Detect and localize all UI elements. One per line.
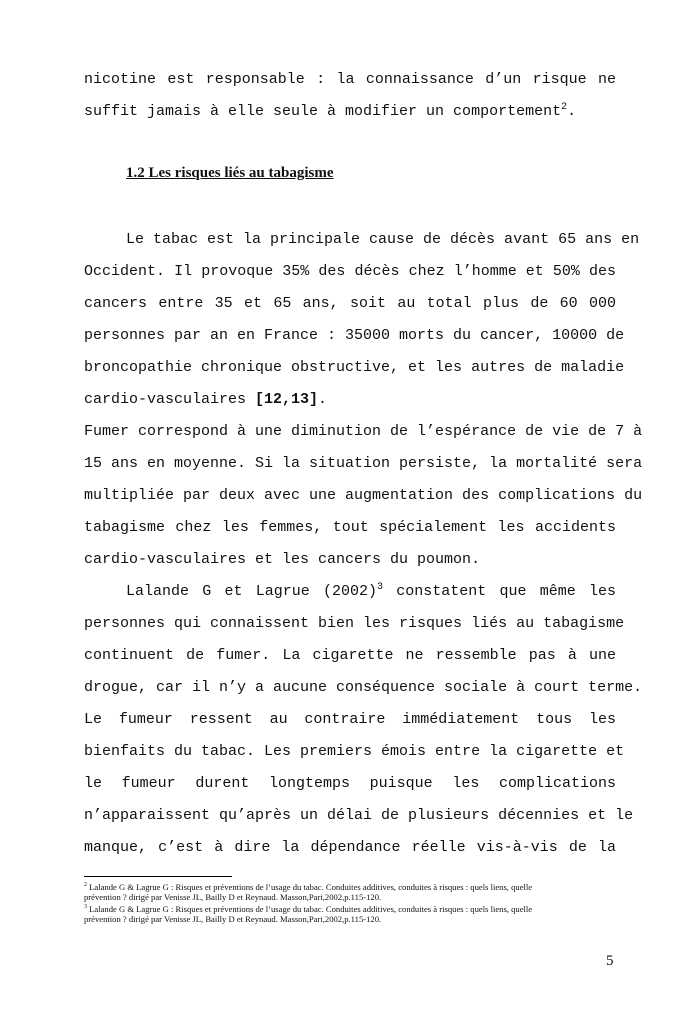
paragraph-line: Occident. Il provoque 35% des décès chez l’homme et 50% des bbox=[84, 263, 616, 280]
paragraph-line: Fumer correspond à une diminution de l’espérance de vie de 7 à bbox=[84, 423, 643, 440]
footnote bbox=[84, 882, 616, 892]
paragraph-line: drogue, car il n’y a aucune conséquence sociale à court terme. bbox=[84, 679, 643, 696]
paragraph-line bbox=[126, 582, 616, 602]
paragraph-line: bienfaits du tabac. Les premiers émois entre la cigarette et bbox=[84, 743, 625, 760]
footnote-divider bbox=[84, 876, 232, 877]
paragraph-line: Le fumeur ressent au contraire immédiatement tous les bbox=[84, 711, 616, 728]
footnote-text: Lalande G & Lagrue G : Risques et préventions de l’usage du tabac. Conduites additives, conduites à risques : quels liens, quelle bbox=[87, 882, 533, 892]
paragraph-line: Le tabac est la principale cause de décès avant 65 ans en bbox=[126, 231, 640, 248]
footnote-number: 3 bbox=[84, 904, 87, 911]
paragraph-line: nicotine est responsable : la connaissance d’un risque ne bbox=[84, 71, 616, 88]
paragraph-line: 15 ans en moyenne. Si la situation persiste, la mortalité sera bbox=[84, 455, 643, 472]
paragraph-line: tabagisme chez les femmes, tout spécialement les accidents bbox=[84, 519, 616, 536]
footnote-number: 2 bbox=[84, 882, 87, 889]
line-text: . bbox=[567, 103, 577, 120]
paragraph-line: cardio-vasculaires et les cancers du poumon. bbox=[84, 551, 481, 568]
paragraph-line: manque, c’est à dire la dépendance réelle vis-à-vis de la bbox=[84, 839, 616, 856]
line-text: constatent que même les bbox=[383, 583, 616, 600]
paragraph-line: n’apparaissent qu’après un délai de plusieurs décennies et le bbox=[84, 807, 634, 824]
footnote-ref: 2 bbox=[561, 102, 568, 113]
line-text: Lalande G et Lagrue (2002) bbox=[126, 583, 377, 600]
footnote-continuation: prévention ? dirigé par Venisse JL, Bailly D et Reynaud. Masson,Pari,2002,p.115-120. bbox=[84, 914, 382, 924]
paragraph-line bbox=[84, 102, 616, 122]
citation: [12,13] bbox=[255, 391, 319, 408]
paragraph-line bbox=[84, 390, 616, 410]
line-text: . bbox=[318, 391, 328, 408]
footnote-continuation: prévention ? dirigé par Venisse JL, Bailly D et Reynaud. Masson,Pari,2002,p.115-120. bbox=[84, 892, 382, 902]
paragraph-line: le fumeur durent longtemps puisque les complications bbox=[84, 775, 616, 792]
line-text: cardio-vasculaires bbox=[84, 391, 256, 408]
paragraph-line: personnes par an en France : 35000 morts du cancer, 10000 de bbox=[84, 327, 625, 344]
paragraph-line: multipliée par deux avec une augmentation des complications du bbox=[84, 487, 643, 504]
footnote bbox=[84, 904, 616, 914]
paragraph-line: cancers entre 35 et 65 ans, soit au total plus de 60 000 bbox=[84, 295, 616, 312]
paragraph-line: personnes qui connaissent bien les risques liés au tabagisme bbox=[84, 615, 625, 632]
paragraph-line: continuent de fumer. La cigarette ne ressemble pas à une bbox=[84, 647, 616, 664]
footnote-text: Lalande G & Lagrue G : Risques et préventions de l’usage du tabac. Conduites additives, conduites à risques : quels liens, quelle bbox=[87, 904, 533, 914]
section-heading: 1.2 Les risques liés au tabagisme bbox=[126, 165, 334, 181]
page-number: 5 bbox=[606, 953, 614, 969]
footnote-ref: 3 bbox=[376, 582, 383, 593]
paragraph-line: broncopathie chronique obstructive, et les autres de maladie bbox=[84, 359, 625, 376]
line-text: suffit jamais à elle seule à modifier un comportement bbox=[84, 103, 562, 120]
